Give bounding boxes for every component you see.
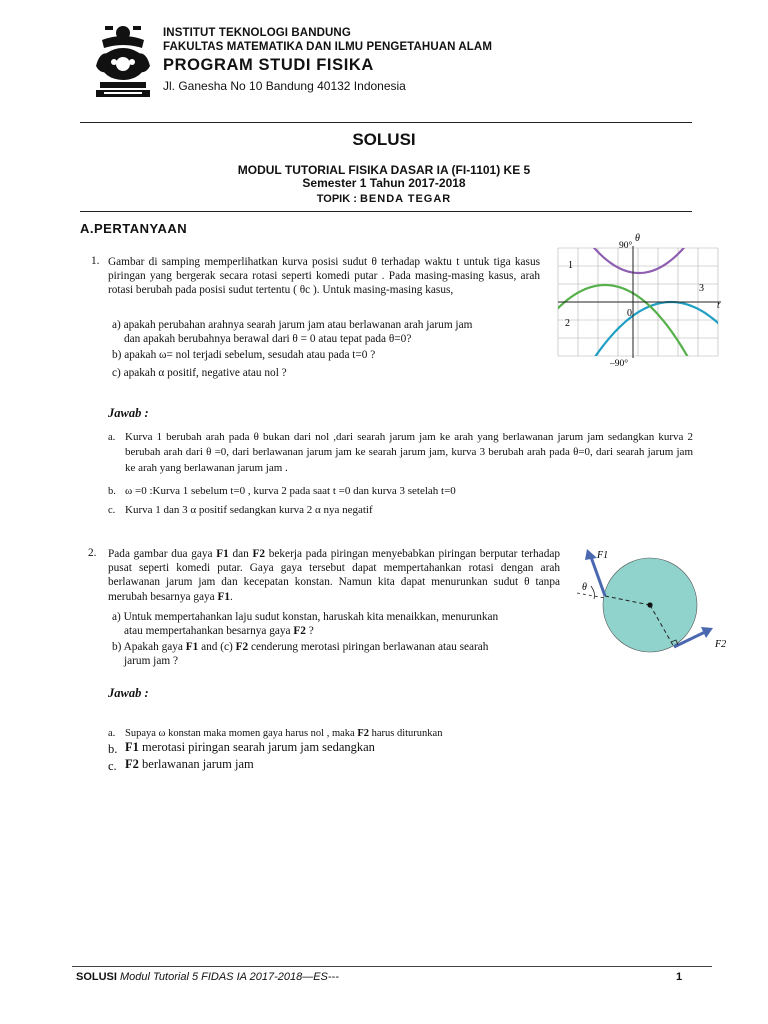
- f2-label: F2: [715, 639, 727, 650]
- f1-label: F1: [597, 550, 609, 561]
- q2-part-a-line1: a) Untuk mempertahankan laju sudut konstan, haruskah kita menaikkan, menurunkan: [112, 611, 499, 623]
- q2-ans-c-label: c.: [108, 759, 117, 773]
- q1-part-a-line2: dan apakah berubahnya berawal dari θ = 0 atau tepat pada θ=0?: [124, 333, 412, 346]
- q2-ans-a-f2: F2: [357, 728, 369, 739]
- q2-f1-ref-end: F1: [217, 590, 231, 603]
- q1-ans-b-label: b.: [108, 486, 116, 497]
- disk-forces-figure: [565, 543, 735, 655]
- q2-part-a-line2: [112, 624, 560, 638]
- q2-ans-b-f1: F1: [125, 740, 139, 754]
- graph-t-label: t: [717, 300, 720, 311]
- institute-line: INSTITUT TEKNOLOGI BANDUNG: [163, 27, 351, 39]
- q2-part-b-text1: b) Apakah gaya: [112, 641, 186, 653]
- q2-part-b-f1: F1: [185, 641, 199, 653]
- q2-number: 2.: [88, 547, 97, 559]
- disk-center: [647, 602, 652, 607]
- q2-ans-c: [125, 757, 685, 772]
- q2-part-a-f2: F2: [293, 625, 306, 638]
- q2-part-b-line2: jarum jam ?: [124, 655, 178, 668]
- q2-part-b-f2: F2: [235, 641, 249, 653]
- curve-1-label: 1: [568, 260, 573, 271]
- q2-text-1: Pada gambar dua gaya: [108, 548, 217, 560]
- disk-ref-line: [577, 593, 605, 598]
- q2-ans-c-f2: F2: [125, 757, 139, 771]
- graph-bottom-label: –90°: [610, 359, 629, 369]
- disk-theta-label: θ: [582, 582, 587, 593]
- q2-text-2: dan: [228, 548, 253, 560]
- curve-2-label: 2: [565, 318, 570, 329]
- graph-zero-label: 0: [627, 308, 632, 319]
- doc-title: SOLUSI: [352, 130, 416, 149]
- q2-period: .: [230, 590, 233, 603]
- q1-ans-c-label: c.: [108, 505, 116, 516]
- q2-ans-a-text: Supaya ω konstan maka momen gaya harus nol , maka: [125, 728, 358, 739]
- q1-ans-b: ω =0 :Kurva 1 sebelum t=0 , kurva 2 pada saat t =0 dan kurva 3 setelah t=0: [125, 485, 456, 497]
- q2-part-b: [112, 640, 560, 668]
- q1-part-a-line1: a) apakah perubahan arahnya searah jarum jam atau berlawanan arah jarum jam: [112, 319, 473, 331]
- graph-theta-label: θ: [635, 233, 640, 244]
- q1-jawab: Jawab :: [108, 406, 149, 420]
- itb-logo-icon: [92, 20, 154, 100]
- q2-ans-a-end: harus diturunkan: [368, 728, 443, 739]
- q2-ans-c-text: berlawanan jarum jam: [138, 757, 254, 771]
- q2-ans-a-label: a.: [108, 728, 116, 739]
- title-divider: [80, 211, 692, 212]
- footer-module: Modul Tutorial 5 FIDAS IA 2017-2018—ES---: [116, 971, 339, 983]
- q2-f2-ref: F2: [252, 548, 266, 560]
- footer-solusi: SOLUSI: [76, 971, 117, 983]
- q2-part-a-line2-text: atau mempertahankan besarnya gaya: [124, 625, 294, 638]
- q2-part-b-text2: and (c): [198, 641, 236, 653]
- q2-part-a: [112, 610, 560, 638]
- footer-divider: [72, 966, 712, 967]
- topic-label: TOPIK :: [316, 193, 360, 205]
- faculty-line: FAKULTAS MATEMATIKA DAN ILMU PENGETAHUAN ALAM: [163, 41, 493, 53]
- theta-arc: [591, 586, 595, 599]
- institute-name: [163, 26, 492, 54]
- module-title: MODUL TUTORIAL FISIKA DASAR IA (FI-1101) KE 5: [237, 163, 531, 177]
- angle-time-graph: [553, 230, 723, 370]
- q2-part-a-line2-end: ?: [305, 625, 314, 638]
- header-divider: [80, 122, 692, 123]
- q1-ans-c: Kurva 1 dan 3 α positif sedangkan kurva 2 α nya negatif: [125, 504, 373, 516]
- q2-ans-b-label: b.: [108, 742, 118, 756]
- q1-ans-a: Kurva 1 berubah arah pada θ bukan dari nol ,dari searah jarum jam ke arah yang berlawanan jarum jam sedangkan kurva 2 berubah arah dari θ =0, dari berlawanan jarum jam ke searah jarum jam, kurva 3 berubah arah pada θ=0, dari searah jarum jam ke arah yang berlawanan jarum jam .: [125, 431, 693, 474]
- q2-jawab: Jawab :: [108, 686, 149, 700]
- graph-top-label: 90°: [619, 241, 633, 251]
- q2-part-b-text3: cenderung merotasi piringan berlawanan atau searah: [248, 641, 489, 653]
- program-name: PROGRAM STUDI FISIKA: [163, 56, 374, 74]
- q1-text: Gambar di samping memperlihatkan kurva posisi sudut θ terhadap waktu t untuk tiga kasus piringan yang bergerak secara rotasi seperti komedi putar . Pada masing-masing kasus, arah rotasi berubah pada posisi sudut tertentu ( θc ). Untuk masing-masing kasus,: [108, 256, 540, 297]
- q2-ans-b-text: merotasi piringan searah jarum jam sedangkan: [138, 740, 375, 754]
- page-number: 1: [676, 971, 683, 983]
- q1-number: 1.: [91, 255, 100, 267]
- q1-part-b: b) apakah ω= nol terjadi sebelum, sesudah atau pada t=0 ?: [112, 349, 376, 361]
- section-title: A.PERTANYAAN: [80, 221, 188, 236]
- address: Jl. Ganesha No 10 Bandung 40132 Indonesia: [163, 79, 406, 93]
- topic-value: BENDA TEGAR: [359, 193, 452, 205]
- q2-part-b-line1: [112, 640, 560, 654]
- footer-text: [76, 971, 339, 983]
- q2-f1-ref: F1: [216, 548, 229, 560]
- q1-ans-a-label: a.: [108, 432, 116, 443]
- semester-title: Semester 1 Tahun 2017-2018: [302, 176, 466, 190]
- curve-3-label: 3: [699, 283, 704, 294]
- q1-part-c: c) apakah α positif, negative atau nol ?: [112, 367, 287, 379]
- q1-part-a: [112, 318, 552, 346]
- f1-arrow-head: [585, 549, 597, 560]
- topic-line: [0, 193, 768, 205]
- q2-text-3: bekerja pada piringan menyebabkan piringan berputar terhadap pusat seperti komedi putar. Gaya gaya tersebut dapat mempertahankan rotasi dengan arah berlawanan jarum jam dan kecepatan konstan. Namun kita dapat menurunkan sudut θ tanpa merubah besarnya gaya: [108, 548, 560, 603]
- q2-ans-b: [125, 740, 685, 755]
- q2-text: [108, 547, 560, 604]
